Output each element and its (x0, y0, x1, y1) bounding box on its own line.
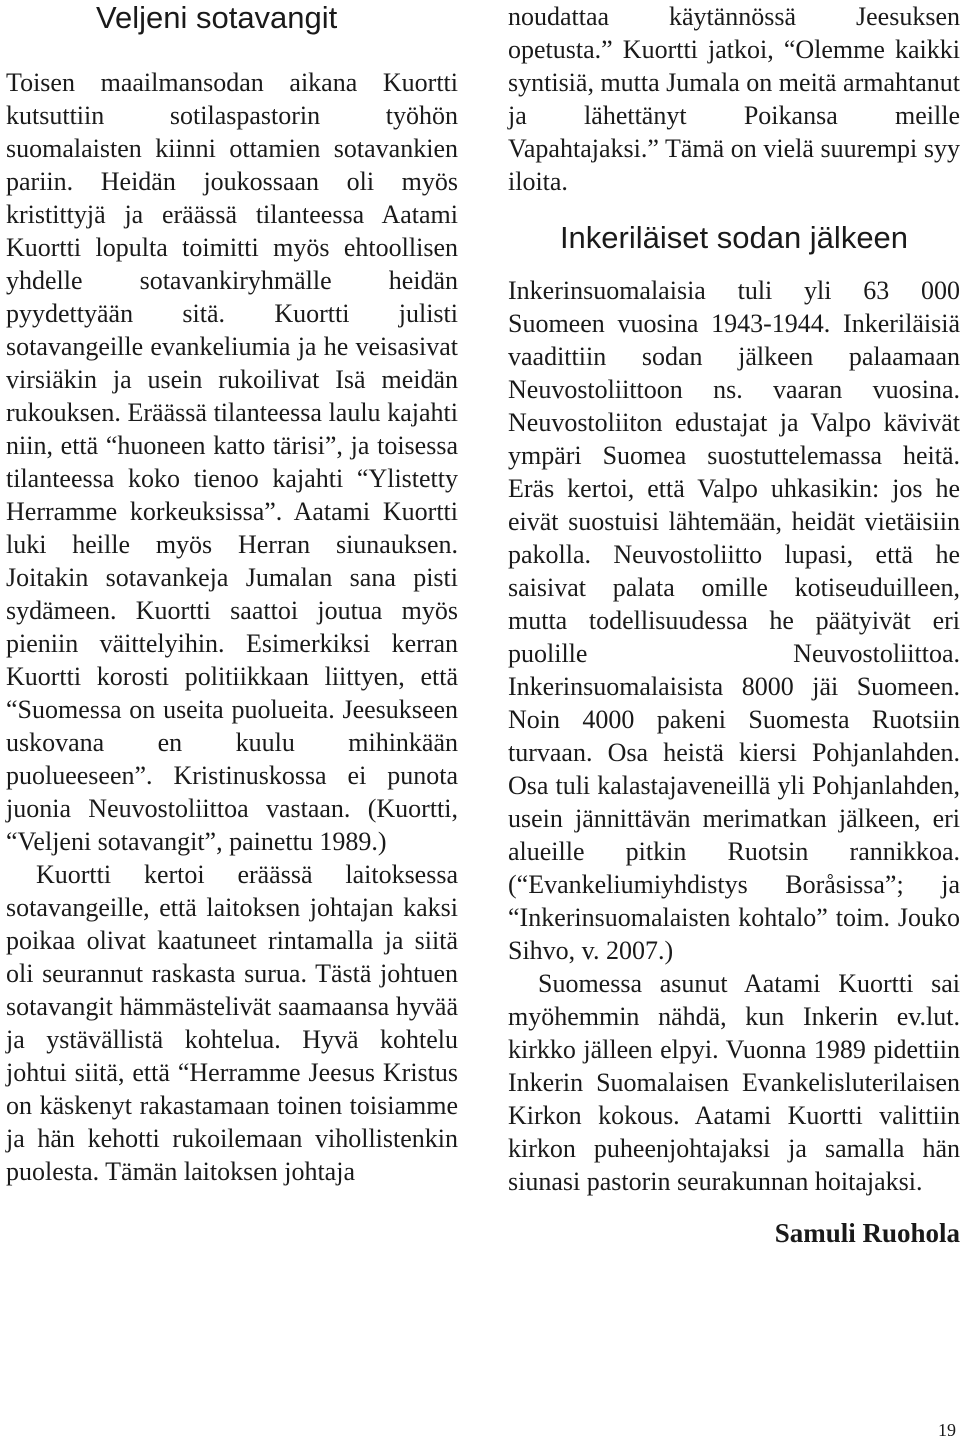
section-paragraph: Suomessa asunut Aatami Kuortti sai myöhemmin nähdä, kun Inkerin ev.lut. kirkko jälleen elpyi. Vuonna 1989 pidettiin Inkerin Suomalaisen Evankelisluterilaisen Kirkon kokous. Aatami Kuortti valittiin kirkon puheenjohtajaksi ja samalla hän siunasi pastorin seurakunnan hoitajaksi. (508, 969, 960, 1196)
section-paragraph: Inkerinsuomalaisia tuli yli 63 000 Suomeen vuosina 1943-1944. Inkeriläisiä vaadittiin sodan jälkeen palaamaan Neuvostoliittoon ns. vaaran vuosina. Neuvostoliiton edustajat ja Valpo kävivät ympäri Suomea suostuttelemassa heitä. Eräs kertoi, että Valpo uhkasikin: jos he eivät suostuisi lähtemään, heidät vietäisiin pakolla. Neuvostoliitto lupasi, että he saisivat palata omille kotiseuduilleen, mutta todellisuudessa he päätyivät eri puolille Neuvostoliittoa. Inkerinsuomalaisista 8000 jäi Suomeen. Noin 4000 pakeni Suomesta Ruotsiin turvaan. Osa heistä kiersi Pohjanlahden. Osa tuli kalastajaveneillä yli Pohjanlahden, usein jännittävän merimatkan jälkeen, eri alueille pitkin Ruotsin rannikkoa. (“Evankeliumiyhdistys Boråsissa”; ja “Inkerinsuomalaisten kohtalo” toim. Jouko Sihvo, v. 2007.) (508, 276, 960, 965)
author-signature: Samuli Ruohola (774, 1218, 960, 1248)
page-number: 19 (938, 1420, 956, 1440)
article-title: Veljeni sotavangit (96, 0, 338, 35)
article-paragraph: Toisen maailmansodan aikana Kuortti kutsuttiin sotilaspastorin työhön suomalaisten kiinni ottamien sotavankien pariin. Heidän joukossaan oli myös kristittyjä ja eräässä tilanteessa Aatami Kuortti lopulta toimitti myös ehtoollisen yhdelle sotavankiryhmälle heidän pyydettyään sitä. Kuortti julisti sotavangeille evankeliumia ja he veisasivat virsiäkin ja usein rukoilivat Isä meidän rukouksen. Eräässä tilanteessa laulu kajahti niin, että “huoneen katto tärisi”, ja toisessa tilanteessa koko tienoo kajahti “Ylistetty Herramme korkeuksissa”. Aatami Kuortti luki heille myös Herran siunauksen. Joitakin sotavankeja Jumalan sana pisti sydämeen. Kuortti saattoi joutua myös pieniin väittelyihin. Esimerkiksi kerran Kuortti korosti politiikkaan liittyen, että “Suomessa on useita puolueita. Jeesukseen uskovana en kuulu mihinkään puolueeseen”. Kristinuskossa ei punota juonia Neuvostoliittoa vastaan. (Kuortti, “Veljeni sotavangit”, painettu 1989.) (6, 68, 458, 856)
section-heading: Inkeriläiset sodan jälkeen (559, 220, 909, 255)
right-column (508, 0, 960, 1250)
left-column (6, 0, 458, 1188)
article-paragraph: Kuortti kertoi eräässä laitoksessa sotavangeille, että laitoksen johtajan kaksi poikaa olivat kaatuneet rintamalla ja siitä oli seurannut raskasta surua. Tästä johtuen sotavangit hämmästelivät saamaansa hyvää ja ystävällistä kohtelua. Hyvä kohtelu johtui siitä, että “Herramme Jeesus Kristus on käskenyt rakastamaan toinen toisiamme ja hän kehotti rukoilemaan vihollistenkin puolesta. Tämän laitoksen johtaja (6, 860, 458, 1186)
article-paragraph-continued: noudattaa käytännössä Jeesuksen opetusta.” Kuortti jatkoi, “Olemme kaikki syntisiä, mutta Jumala on meitä armahtanut ja lähettänyt Poikansa meille Vapahtajaksi.” Tämä on vielä suurempi syy iloita. (508, 2, 960, 196)
